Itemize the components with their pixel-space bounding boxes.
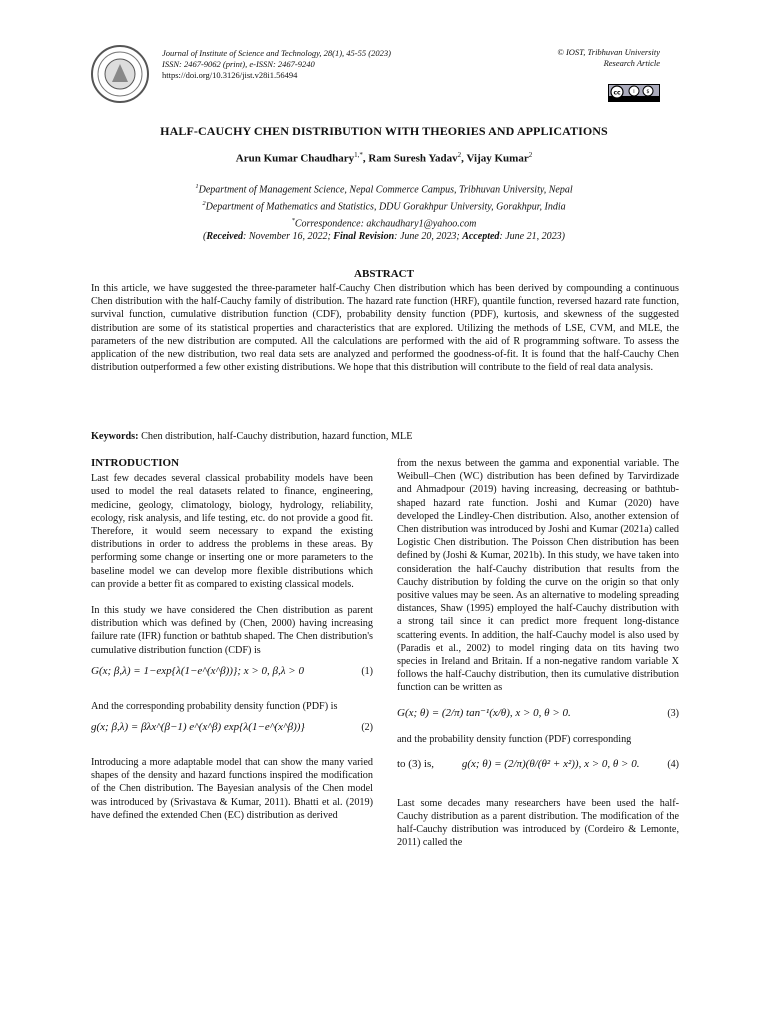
article-type: Research Article bbox=[603, 58, 660, 68]
correspondence bbox=[0, 214, 768, 231]
dates-line: (Received: November 16, 2022; Final Revision: June 20, 2023; Accepted: June 21, 2023) bbox=[203, 231, 565, 243]
journal-citation bbox=[162, 48, 391, 81]
svg-text:i: i bbox=[633, 89, 635, 95]
corr-sup: * bbox=[291, 216, 295, 224]
copyright-text: © IOST, Tribhuvan University bbox=[557, 47, 660, 57]
aff2-sup: 2 bbox=[202, 199, 206, 207]
author-1: Arun Kumar Chaudhary bbox=[235, 152, 355, 165]
svg-text:cc: cc bbox=[613, 89, 621, 97]
svg-text:$: $ bbox=[646, 89, 650, 95]
keywords-label: Keywords: bbox=[91, 431, 139, 442]
equation-3-text: G(x; θ) = (2/π) tan⁻¹(x/θ), x > 0, θ > 0. bbox=[397, 707, 571, 720]
cc-license-icon[interactable] bbox=[608, 84, 660, 102]
accepted-date: : June 21, 2023) bbox=[499, 231, 565, 243]
equation-1 bbox=[91, 659, 373, 685]
keywords-text: Chen distribution, half-Cauchy distribution, hazard function, MLE bbox=[138, 431, 413, 442]
right-paragraph-3: Last some decades many researchers have been used the half-Cauchy distribution as a parent distribution. The modification of the half-Cauchy distribution was introduced by (Cordeiro & Lemonte, 2011) called the bbox=[397, 797, 679, 849]
equation-4-number: (4) bbox=[667, 759, 679, 771]
keywords-line bbox=[91, 431, 412, 442]
revision-label: Final Revision bbox=[333, 231, 395, 243]
equation-4 bbox=[397, 748, 679, 782]
equation-3 bbox=[397, 697, 679, 731]
affiliation-1 bbox=[0, 180, 768, 197]
university-seal-logo bbox=[90, 44, 150, 104]
intro-paragraph-3: And the corresponding probability density function (PDF) is bbox=[91, 700, 338, 712]
equation-4-text: g(x; θ) = (2/π)(θ/(θ² + x²)), x > 0, θ > 0. bbox=[461, 758, 640, 771]
affiliation-2 bbox=[0, 197, 768, 214]
right-paragraph-1: from the nexus between the gamma and exponential variable. The Weibull–Chen (WC) distribution has been defined by Tarvirdizade and Ahmadpour (2019) having increasing, decreasing or bathtub-shaped hazard rate function. Joshi and Kumar (2020) have developed the Lindley-Chen distribution. Also, another extension of Chen distribution was introduced by Joshi and Kumar (2021a) called Logistic Chen distribution. The Poisson Chen distribution has been defined by (Joshi & Kumar, 2021b). In this study, we have taken into consideration the half-Cauchy distribution that results from the Cauchy distribution by folding the curve on the origin so that only positive values may be seen. As an alternative to modeling spreading distances, Shaw (1995) employed the half-Cauchy distribution with a strong tail since it can predict more frequent long-distance scattering events. In addition, the half-Cauchy model is also used by (Paradis et al., 2002) to model ringing data on tits having two species in Ireland and Britain. If a non-negative random variable X follows the half-Cauchy distribution, then its cumulative distribution function can be written as bbox=[397, 458, 679, 694]
right-column bbox=[397, 457, 679, 850]
author-2: Ram Suresh Yadav bbox=[368, 152, 458, 165]
journal-line1: Journal of Institute of Science and Technology, 28(1), 45-55 (2023) bbox=[162, 48, 391, 58]
abstract-text: In this article, we have suggested the three-parameter half-Cauchy Chen distribution which has been derived by compounding a continuous Chen distribution with the half-Cauchy family of distribution. The hazard rate function (HRF), quantile function, reversed hazard rate function, survival function, cumulative distribution function (CDF), probability density function (PDF), kurtosis, and skewness of the suggested distribution are some of its statistical properties and characteristics that are explored. Utilizing the methods of LSE, CVM, and MLE, the parameters of the new distribution are computed. All the calculations are performed with the aid of R programming software. To assess the application of the new distribution, two real data sets are analyzed and performed the goodness-of-fit. It is found that the half-Cauchy Chen distribution outperformed a few other existing distributions. We hope that this distribution will contribute to the field of real data analysis. bbox=[91, 283, 679, 374]
intro-paragraph-4: Introducing a more adaptable model that can show the many varied shapes of the density and hazard functions inspired the modification of the Chen distribution. The Bayesian analysis of the Chen model was introduced by (Srivastava & Kumar, 2011). Bhatti et al. (2019) have defined the extended Chen (EC) distribution as derived bbox=[91, 757, 373, 821]
intro-paragraph-1: Last few decades several classical probability models have been used to model the real datasets related to finance, engineering, medicine, geology, climatology, biology, hydrology, reliability, ecology, risk analysis, and life testing, etc. do not provide a good fit. Therefore, it would seem necessary to expand the existing distributions in order to address the problems in these areas. By performing some change or inserting one or more parameters to the baseline model we can develop more flexible distributions which can provide a better fit as compared to existing classical models. bbox=[91, 473, 373, 590]
revision-date: : June 20, 2023; bbox=[394, 231, 463, 243]
equation-3-number: (3) bbox=[667, 708, 679, 720]
author-3: Vijay Kumar bbox=[466, 152, 529, 165]
aff1-sup: 1 bbox=[195, 183, 199, 190]
introduction-heading: INTRODUCTION bbox=[91, 457, 180, 469]
author-1-sup: 1,* bbox=[354, 151, 363, 159]
author-list: Arun Kumar Chaudhary$^{1,*}$, Ram Suresh Yadav$^2$, Vijay Kumar$^2$ bbox=[235, 151, 533, 165]
accepted-label: Accepted bbox=[462, 231, 500, 243]
corr-text[interactable]: Correspondence: akchaudhary1@yahoo.com bbox=[294, 217, 477, 229]
right-paragraph-2: and the probability density function (PDF) corresponding bbox=[397, 733, 632, 745]
author-3-sup: 2 bbox=[528, 151, 533, 159]
intro-paragraph-2: In this study we have considered the Chen distribution as parent distribution which was defined by (Chen, 2000) having increasing failure rate (IFR) function or bathtub shaped. The Chen distribution's cumulative distribution function (CDF) is bbox=[91, 605, 373, 656]
abstract-heading: ABSTRACT bbox=[354, 268, 414, 280]
doi-link[interactable]: https://doi.org/10.3126/jist.v28i1.56494 bbox=[162, 70, 298, 80]
equation-4-prefix: to (3) is, bbox=[397, 758, 434, 771]
received-label: Received bbox=[206, 231, 244, 243]
equation-1-text: G(x; β,λ) = 1−exp{λ(1−e^(x^β))}; x > 0, β,λ > 0 bbox=[91, 665, 304, 678]
journal-line2: ISSN: 2467-9062 (print), e-ISSN: 2467-9240 bbox=[162, 59, 315, 69]
equation-2-number: (2) bbox=[361, 722, 373, 734]
left-column bbox=[91, 457, 373, 822]
paper-title: HALF-CAUCHY CHEN DISTRIBUTION WITH THEORIES AND APPLICATIONS bbox=[160, 124, 608, 138]
aff1-text: Department of Management Science, Nepal Commerce Campus, Tribhuvan University, Nepal bbox=[198, 184, 573, 196]
author-2-sup: 2 bbox=[457, 151, 462, 159]
header-right bbox=[557, 47, 660, 69]
received-date: : November 16, 2022; bbox=[243, 231, 334, 243]
equation-1-number: (1) bbox=[361, 666, 373, 678]
affiliations bbox=[0, 180, 768, 244]
equation-2 bbox=[91, 715, 373, 741]
equation-2-text: g(x; β,λ) = βλx^(β−1) e^(x^β) exp{λ(1−e^(x^β))} bbox=[91, 721, 305, 734]
aff2-text: Department of Mathematics and Statistics, DDU Gorakhpur University, Gorakhpur, India bbox=[205, 201, 566, 213]
